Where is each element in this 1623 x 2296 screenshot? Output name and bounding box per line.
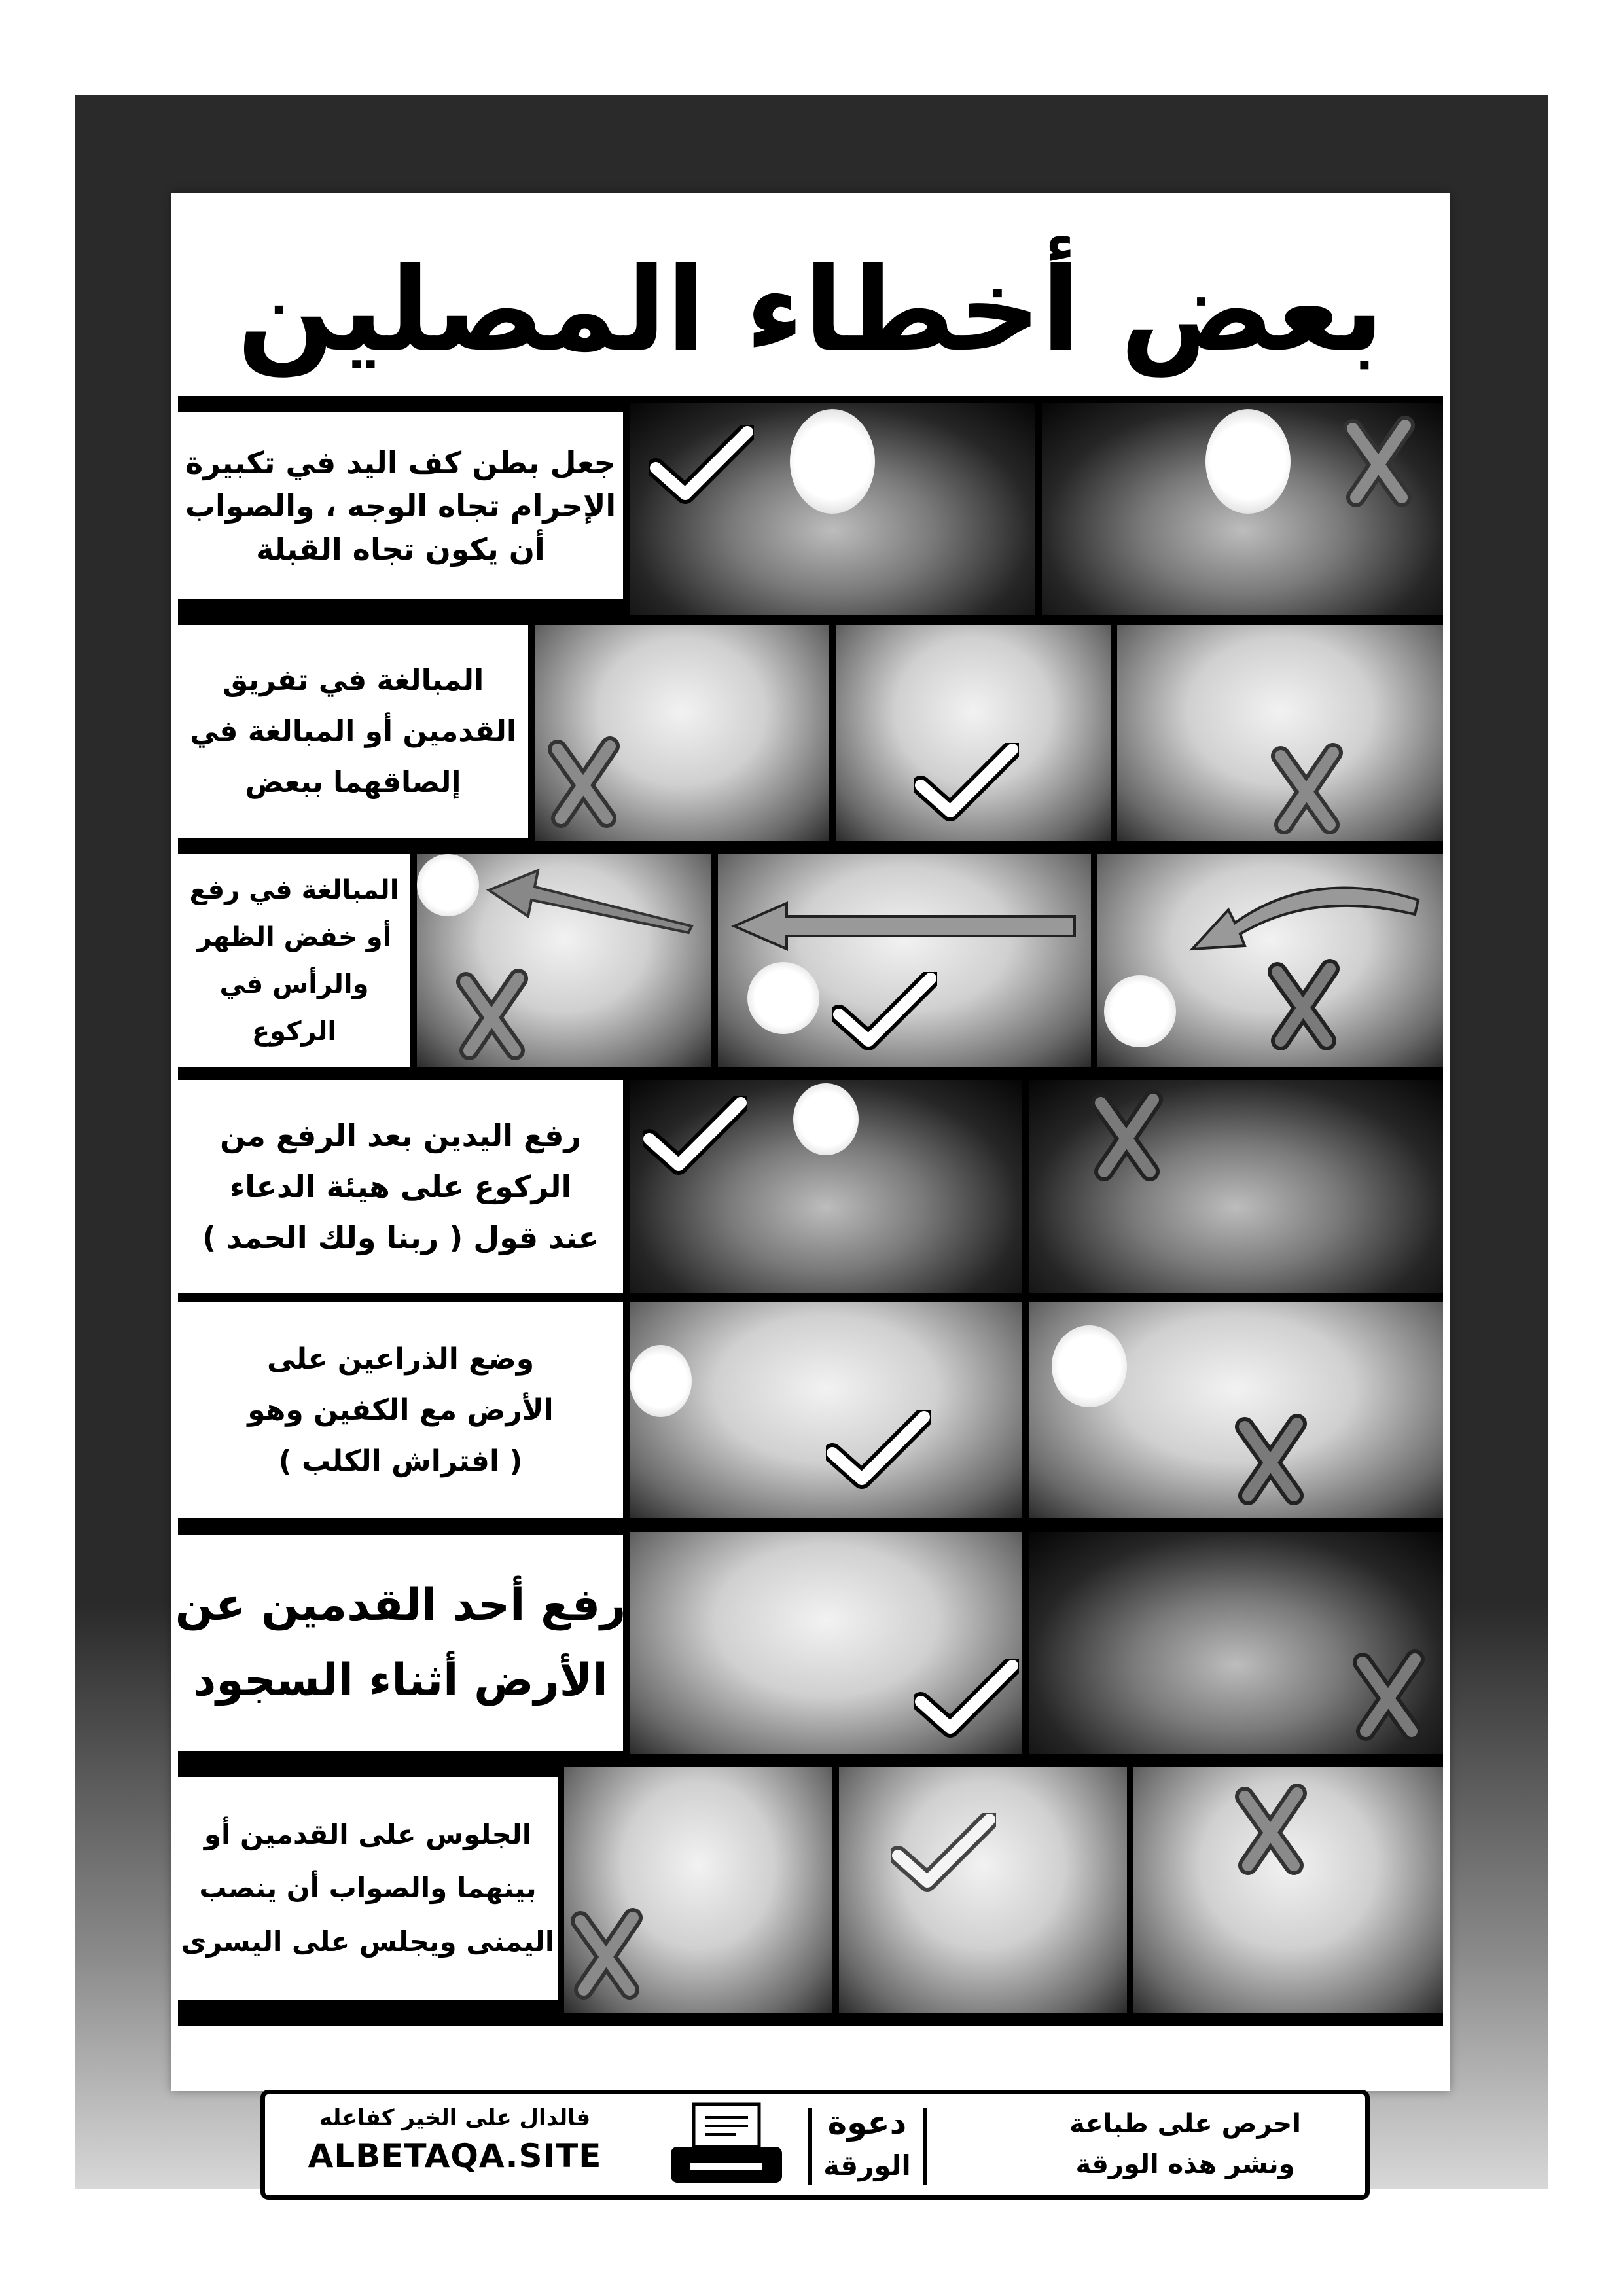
row-2-line-2: القدمين أو المبالغة في [190,714,516,748]
x-mark-icon [1232,1414,1310,1505]
poster-title: بعض أخطاء المصلين [237,244,1384,377]
check-mark-icon [914,1659,1019,1738]
row-5-line-1: وضع الذراعين على [266,1342,535,1376]
x-mark-icon [544,736,623,828]
row-2-caption [178,625,528,838]
row-1-caption [178,412,623,599]
row-2-line-1: المبالغة في تفريق [222,663,484,697]
photo-arms-on-ground [1029,1302,1443,1518]
blurred-face [1205,409,1291,514]
row-7-caption [178,1777,558,2000]
row-3-line-3: والرأس في [219,969,369,999]
mistake-row-2 [178,622,1443,848]
check-mark-icon [643,1096,747,1175]
footer-slogan: فالدال على الخير كفاعله [319,2105,591,2131]
row-7-line-3: اليمنى ويجلس على اليسرى [181,1926,555,1958]
logo-line-1: دعوة [827,2104,907,2142]
poster-sheet [171,193,1450,2091]
row-7-line-2: بينهما والصواب أن ينصب [199,1872,537,1904]
row-7-line-1: الجلوس على القدمين أو [204,1818,532,1850]
row-3-caption [178,854,410,1067]
photo-hands-raised-correct [630,1080,1022,1293]
footer-divider-right [923,2108,927,2185]
photo-both-feet-down [630,1532,1022,1754]
footer-print-line-2: ونشر هذه الورقة [1075,2149,1295,2179]
photo-one-foot-raised [1029,1532,1443,1754]
arrow-straight-icon [728,900,1081,952]
mistake-row-3 [178,848,1443,1073]
photo-back-lowered [1097,854,1443,1067]
blurred-face [747,962,819,1034]
photo-feet-together [535,625,829,841]
photo-sitting-on-feet [1133,1767,1443,2013]
row-4-line-2: الركوع على هيئة الدعاء [229,1168,572,1204]
row-6-caption [175,1535,626,1751]
footer-box [260,2090,1370,2200]
check-mark-icon [649,425,754,504]
x-mark-icon [1340,416,1418,507]
check-mark-icon [891,1813,996,1892]
x-mark-icon [1349,1649,1428,1741]
row-2-line-3: إلصاقهما ببعض [245,765,461,799]
arrow-curved-icon [1183,874,1425,959]
row-1-line-1: جعل بطن كف اليد في تكبيرة [185,444,616,480]
row-4-line-1: رفع اليدين بعد الرفع من [219,1117,582,1153]
footer-left [285,2101,625,2177]
blurred-face [417,854,479,916]
footer-site-link[interactable]: ALBETAQA.SITE [308,2137,602,2175]
footer-logo [821,2100,913,2186]
row-1-line-2: الإحرام تجاه الوجه ، والصواب [185,488,616,524]
check-mark-icon [826,1410,931,1489]
row-6-line-2: الأرض أثناء السجود [193,1655,608,1706]
row-4-caption [178,1080,623,1293]
x-mark-icon [1264,959,1343,1050]
row-6-line-1: رفع أحد القدمين عن [175,1579,626,1631]
photo-hands-facing-qibla [630,403,1035,615]
mistake-row-5 [178,1299,1443,1525]
row-3-line-1: المبالغة في رفع [189,874,399,905]
printer-icon [664,2101,789,2193]
x-mark-icon [1088,1090,1166,1181]
row-5-caption [178,1302,623,1518]
photo-feet-apart [1117,625,1443,841]
blurred-face [793,1083,859,1155]
photo-feet-normal [836,625,1111,841]
row-3-line-4: الركوع [251,1016,337,1047]
photo-hands-facing-face [1042,403,1443,615]
photo-back-raised [417,854,711,1067]
arrow-raised-icon [482,864,698,936]
footer-print-line-1: احرص على طباعة [1069,2109,1301,2139]
mistake-row-7 [178,1761,1443,2026]
photo-arms-raised-sujood [630,1302,1022,1518]
x-mark-icon [1268,743,1346,834]
row-4-line-3: عند قول ( ربنا ولك الحمد ) [202,1219,599,1255]
footer-right [1031,2104,1339,2185]
mistake-row-1 [178,396,1443,622]
mistakes-list [175,396,1443,2026]
row-1-line-3: أن يكون تجاه القبلة [256,531,545,567]
mistake-row-4 [178,1073,1443,1299]
photo-hands-supplication [1029,1080,1443,1293]
footer-divider-left [808,2108,812,2185]
row-5-line-2: الأرض مع الكفين وهو [247,1393,554,1427]
x-mark-icon [567,1908,646,2000]
check-mark-icon [832,972,937,1050]
blurred-face [1104,975,1176,1047]
row-3-line-2: أو خفض الظهر [196,922,392,952]
x-mark-icon [1232,1784,1310,1875]
logo-line-2: الورقة [823,2149,911,2181]
check-mark-icon [914,743,1019,821]
photo-back-straight [718,854,1091,1067]
blurred-face [630,1345,692,1417]
row-5-line-3: ( افتراش الكلب ) [278,1444,523,1478]
mistake-row-6 [175,1525,1443,1761]
blurred-face [1052,1325,1127,1407]
x-mark-icon [453,969,531,1060]
photo-sitting-correct [839,1767,1127,2013]
photo-sitting-between-feet [564,1767,832,2013]
blurred-face [790,409,875,514]
